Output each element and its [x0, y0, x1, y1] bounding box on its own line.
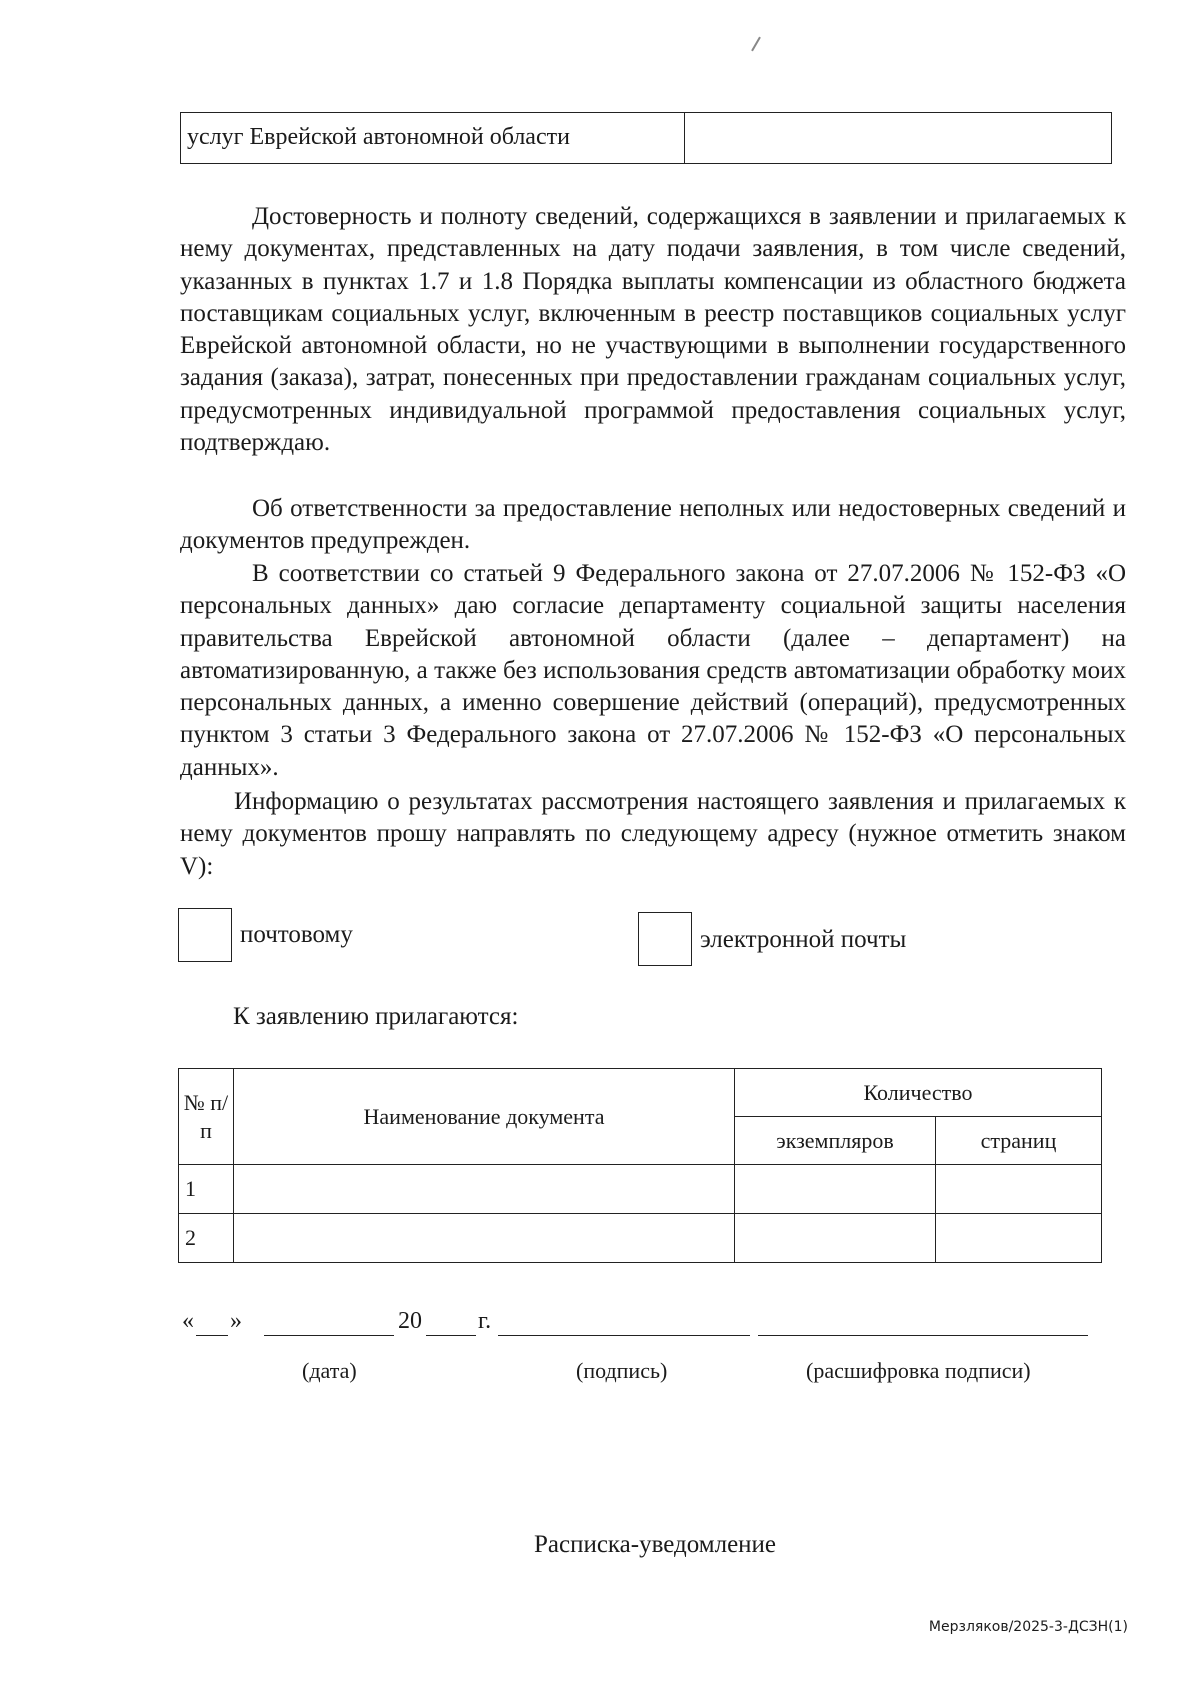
paragraph-personal-data-consent: В соответствии со статьей 9 Федерального закона от 27.07.2006 № 152-ФЗ «О персональных данных» даю согласие департаменту социальной защиты населения правительства Еврейской автономной области (далее – департамент) на автоматизированную, а также без использования средств автоматизации обработку моих персональных данных, а именно совершение действий (операций), предусмотренных пунктом 3 статьи 3 Федерального закона от 27.07.2006 № 152-ФЗ «О персональных данных».: [180, 560, 1126, 781]
paragraph-confirmation: Достоверность и полноту сведений, содержащихся в заявлении и прилагаемых к нему документах, представленных на дату подачи заявления, в том числе сведений, указанных в пунктах 1.7 и 1.8 Порядка выплаты компенсации из областного бюджета поставщикам социальных услуг, включенным в реестр поставщиков социальных услуг Еврейской автономной области, но не участвующими в выполнении государственного задания (заказа), затрат, понесенных при предоставлении гражданам социальных услуг, предусмотренных индивидуальной программой предоставления социальных услуг, подтверждаю.: [180, 203, 1126, 457]
signature-decoding-label: (расшифровка подписи): [806, 1358, 1031, 1383]
scan-pen-mark: [751, 37, 761, 52]
row-copies[interactable]: [735, 1214, 936, 1263]
paragraph-delivery-address: Информацию о результатах рассмотрения настоящего заявления и прилагаемых к нему документов прошу направлять по следующему адресу (нужное отметить знаком V):: [180, 788, 1126, 880]
year-field[interactable]: [426, 1335, 476, 1336]
row-document-name[interactable]: [234, 1165, 735, 1214]
date-quote-close: »: [230, 1308, 242, 1334]
row-pages[interactable]: [936, 1214, 1102, 1263]
row-copies[interactable]: [735, 1165, 936, 1214]
attachments-title: К заявлению прилагаются:: [233, 1003, 519, 1030]
receipt-title: Расписка-уведомление: [533, 1531, 777, 1558]
footer-document-code: Мерзляков/2025-3-ДСЗН(1): [928, 1619, 1128, 1635]
date-quote-open: «: [182, 1308, 194, 1334]
signature-field[interactable]: [498, 1335, 750, 1336]
day-field[interactable]: [196, 1335, 228, 1336]
month-field[interactable]: [264, 1335, 394, 1336]
year-prefix: 20: [398, 1308, 422, 1334]
postal-checkbox-label: почтовому: [240, 921, 353, 948]
table-row: [179, 1214, 1102, 1263]
row-document-name[interactable]: [234, 1214, 735, 1263]
signature-label: (подпись): [576, 1358, 668, 1383]
top-table-fragment: [180, 112, 1112, 164]
postal-checkbox[interactable]: [178, 908, 232, 962]
row-number: 1: [179, 1165, 234, 1214]
email-checkbox-label: электронной почты: [700, 926, 907, 953]
header-document-name: Наименование документа: [234, 1069, 735, 1165]
table-row: [179, 1165, 1102, 1214]
paragraph-responsibility: Об ответственности за предоставление неполных или недостоверных сведений и документов предупрежден.: [180, 495, 1126, 555]
signature-decoding-field[interactable]: [758, 1335, 1088, 1336]
date-label: (дата): [302, 1358, 357, 1383]
top-table-cell-text: услуг Еврейской автономной области: [181, 113, 685, 163]
year-suffix: г.: [478, 1308, 492, 1334]
header-quantity: Количество: [735, 1069, 1102, 1117]
header-copies: экземпляров: [735, 1117, 936, 1165]
attachments-table: [178, 1068, 1102, 1263]
header-number: № п/п: [179, 1069, 234, 1165]
header-pages: страниц: [936, 1117, 1102, 1165]
top-table-cell-empty: [685, 113, 1111, 163]
email-checkbox[interactable]: [638, 912, 692, 966]
row-pages[interactable]: [936, 1165, 1102, 1214]
row-number: 2: [179, 1214, 234, 1263]
